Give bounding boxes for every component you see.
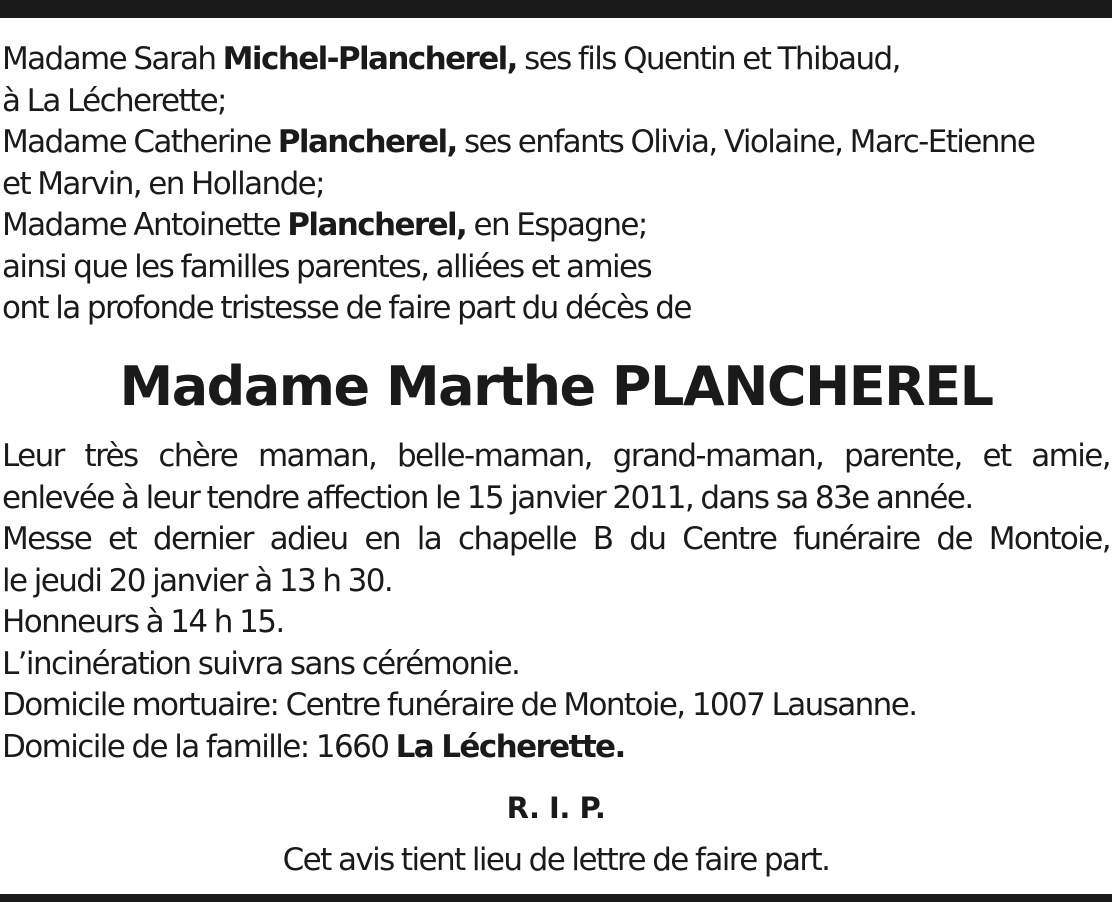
intro-line-4: et Marvin, en Hollande;: [2, 165, 324, 202]
family-name-bold: Michel-Plancherel,: [222, 41, 517, 77]
rip-line: R. I. P.: [506, 791, 606, 825]
intro-line-6: ainsi que les familles parentes, alliées et amies: [2, 248, 652, 285]
deceased-name: Madame Marthe PLANCHEREL: [119, 355, 993, 418]
body-line-6: L’incinération suivra sans cérémonie.: [2, 645, 520, 682]
body-line-2: enlevée à leur tendre affection le 15 janvier 2011, dans sa 83e année.: [2, 479, 973, 516]
body-line-3: Messe et dernier adieu en la chapelle B du Centre funéraire de Montoie,: [2, 521, 1110, 557]
intro-line-7: ont la profonde tristesse de faire part du décès de: [2, 290, 691, 326]
body-line-8: Domicile de la famille: 1660 La Lécherette.: [2, 728, 625, 765]
intro-line-1: Madame Sarah Michel-Plancherel, ses fils Quentin et Thibaud,: [2, 41, 900, 77]
body-line-7: Domicile mortuaire: Centre funéraire de Montoie, 1007 Lausanne.: [2, 687, 917, 723]
intro-line-5: Madame Antoinette Plancherel, en Espagne;: [2, 207, 647, 243]
announcement-body: [2, 436, 1110, 768]
body-line-5: Honneurs à 14 h 15.: [2, 604, 284, 640]
top-rule: [0, 0, 1112, 18]
family-domicile-bold: La Lécherette.: [395, 728, 625, 765]
announcement-intro: [2, 39, 1110, 330]
intro-line-2: à La Lécherette;: [2, 82, 226, 119]
footer-note: Cet avis tient lieu de lettre de faire part.: [282, 842, 830, 878]
body-line-1: Leur très chère maman, belle-maman, grand-maman, parente, et amie,: [2, 438, 1110, 474]
family-name-bold: Plancherel,: [277, 124, 457, 160]
body-line-4: le jeudi 20 janvier à 13 h 30.: [2, 562, 393, 599]
intro-line-3: Madame Catherine Plancherel, ses enfants Olivia, Violaine, Marc-Etienne: [2, 124, 1035, 160]
bottom-rule: [0, 894, 1112, 902]
family-name-bold: Plancherel,: [287, 207, 467, 243]
